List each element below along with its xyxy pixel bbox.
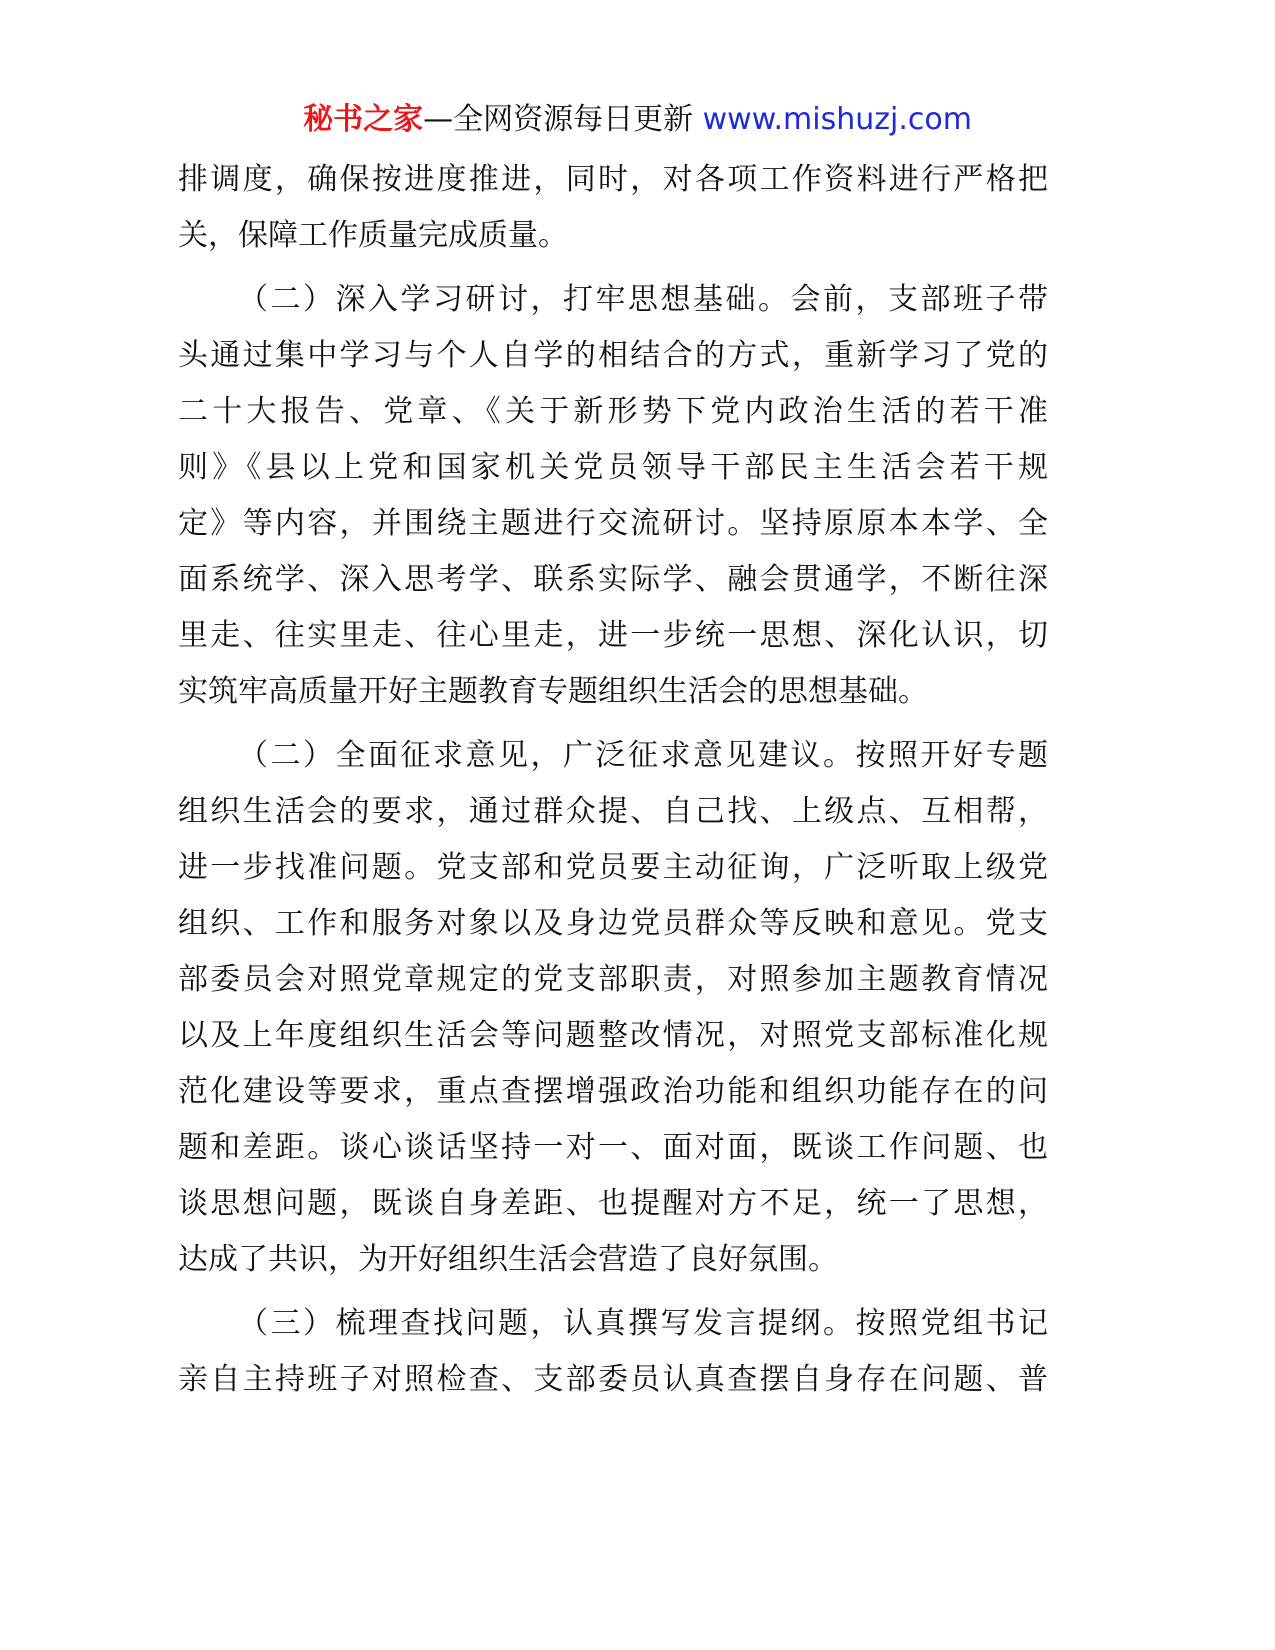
paragraph-3-line-8: 题和差距。谈心谈话坚持一对一、面对面，既谈工作问题、也 <box>178 1130 1048 1165</box>
paragraph-3-line-4: 组织、工作和服务对象以及身边党员群众等反映和意见。党支 <box>178 906 1048 941</box>
header-tagline: —全网资源每日更新 <box>423 102 694 137</box>
paragraph-2-line-8: 实筑牢高质量开好主题教育专题组织生活会的思想基础。 <box>178 674 928 709</box>
paragraph-4-line-1: （三）梳理查找问题，认真撰写发言提纲。按照党组书记 <box>238 1306 1048 1341</box>
paragraph-3-line-10: 达成了共识，为开好组织生活会营造了良好氛围。 <box>178 1242 838 1277</box>
paragraph-2-line-7: 里走、往实里走、往心里走，进一步统一思想、深化认识，切 <box>178 618 1048 653</box>
paragraph-2-line-5: 定》等内容，并围绕主题进行交流研讨。坚持原原本本学、全 <box>178 506 1048 541</box>
paragraph-3-line-7: 范化建设等要求，重点查摆增强政治功能和组织功能存在的问 <box>178 1074 1048 1109</box>
paragraph-1-line-1: 排调度，确保按进度推进，同时，对各项工作资料进行严格把 <box>178 162 1048 197</box>
paragraph-2-line-3: 二十大报告、党章、《关于新形势下党内政治生活的若干准 <box>178 394 1048 429</box>
paragraph-3-line-6: 以及上年度组织生活会等问题整改情况，对照党支部标准化规 <box>178 1018 1048 1053</box>
paragraph-3-line-2: 组织生活会的要求，通过群众提、自己找、上级点、互相帮， <box>178 794 1048 829</box>
document-body <box>178 152 1048 1408</box>
paragraph-2-line-4: 则》《县以上党和国家机关党员领导干部民主生活会若干规 <box>178 450 1048 485</box>
paragraph-2-line-1: （二）深入学习研讨，打牢思想基础。会前，支部班子带 <box>238 282 1048 317</box>
paragraph-3-line-3: 进一步找准问题。党支部和党员要主动征询，广泛听取上级党 <box>178 850 1048 885</box>
paragraph-1-line-2: 关，保障工作质量完成质量。 <box>178 218 568 253</box>
paragraph-2-line-6: 面系统学、深入思考学、联系实际学、融会贯通学，不断往深 <box>178 562 1048 597</box>
paragraph-3-line-9: 谈思想问题，既谈自身差距、也提醒对方不足，统一了思想， <box>178 1186 1048 1221</box>
paragraph-3-line-5: 部委员会对照党章规定的党支部职责，对照参加主题教育情况 <box>178 962 1048 997</box>
paragraph-4-line-2: 亲自主持班子对照检查、支部委员认真查摆自身存在问题、普 <box>178 1362 1048 1397</box>
paragraph-2-line-2: 头通过集中学习与个人自学的相结合的方式，重新学习了党的 <box>178 338 1048 373</box>
paragraph-3-line-1: （二）全面征求意见，广泛征求意见建议。按照开好专题 <box>238 738 1048 773</box>
page-header <box>0 98 1275 142</box>
header-url-link[interactable]: www.mishuzj.com <box>702 102 972 137</box>
header-brand: 秘书之家 <box>303 102 424 137</box>
